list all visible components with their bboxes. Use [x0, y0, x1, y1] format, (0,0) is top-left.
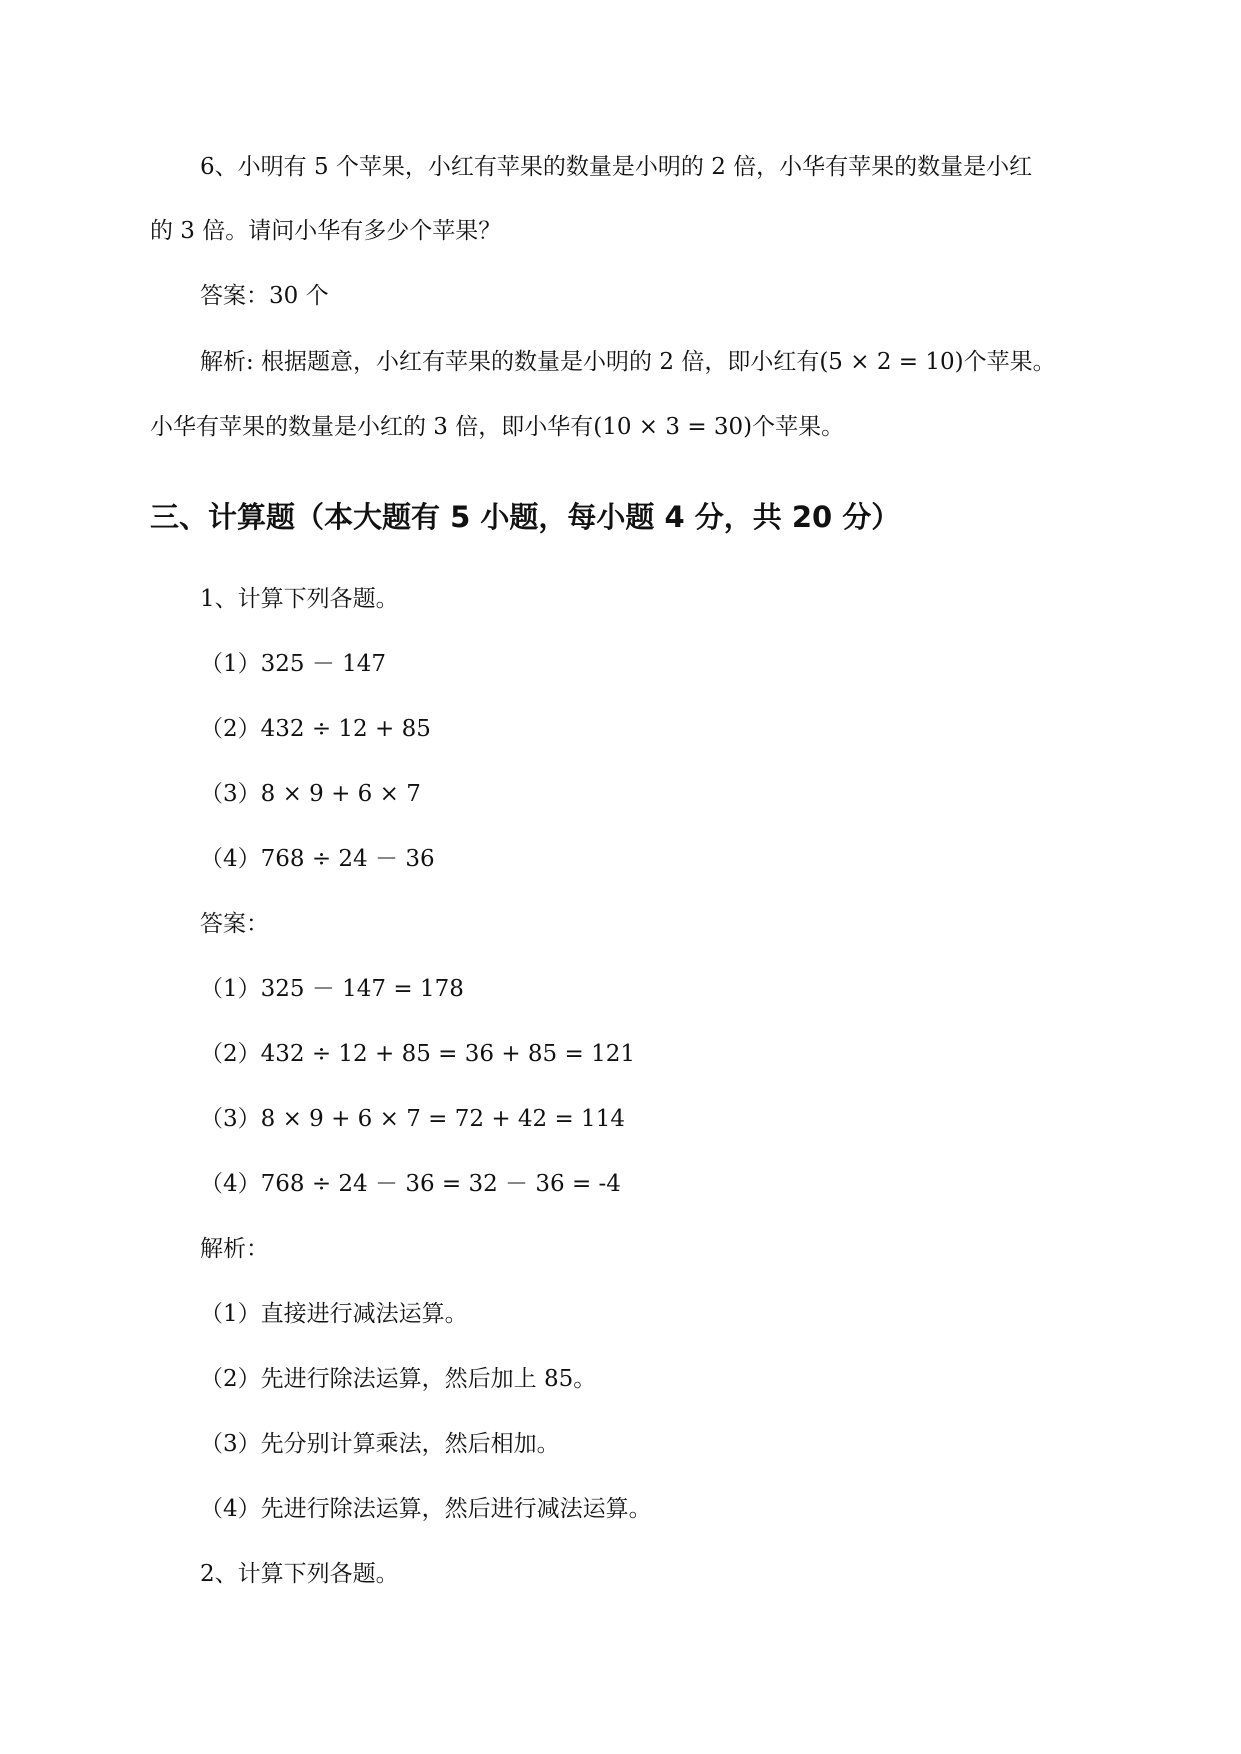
- question-1-item-1: （1）325 － 147: [200, 651, 387, 677]
- question-1-answer-1: （1）325 － 147 = 178: [200, 976, 464, 1002]
- section-3-heading: 三、计算题（本大题有 5 小题，每小题 4 分，共 20 分）: [150, 500, 901, 534]
- question-1-item-3: （3）8 × 9 + 6 × 7: [200, 781, 421, 807]
- question-1-analysis-1: （1）直接进行减法运算。: [200, 1301, 468, 1327]
- question-1-answer-2: （2）432 ÷ 12 + 85 = 36 + 85 = 121: [200, 1041, 635, 1067]
- question-1-answer-label: 答案：: [200, 911, 269, 937]
- question-1-analysis-2: （2）先进行除法运算，然后加上 85。: [200, 1366, 597, 1392]
- question-6-line-1: 6、小明有 5 个苹果，小红有苹果的数量是小明的 2 倍，小华有苹果的数量是小红: [200, 154, 1033, 180]
- question-1-answer-4: （4）768 ÷ 24 － 36 = 32 － 36 = -4: [200, 1171, 621, 1197]
- question-1-analysis-label: 解析：: [200, 1236, 269, 1262]
- question-1-prompt: 1、计算下列各题。: [200, 586, 399, 612]
- question-1-analysis-3: （3）先分别计算乘法，然后相加。: [200, 1431, 560, 1457]
- question-1-analysis-4: （4）先进行除法运算，然后进行减法运算。: [200, 1496, 652, 1522]
- question-1-answer-3: （3）8 × 9 + 6 × 7 = 72 + 42 = 114: [200, 1106, 625, 1132]
- question-6-analysis-line-1: 解析: 根据题意，小红有苹果的数量是小明的 2 倍，即小红有(5 × 2 = 10)个苹果。: [200, 349, 1056, 375]
- question-1-item-2: （2）432 ÷ 12 + 85: [200, 716, 431, 742]
- question-6-analysis-line-2: 小华有苹果的数量是小红的 3 倍，即小华有(10 × 3 = 30)个苹果。: [150, 414, 845, 440]
- question-6-answer: 答案：30 个: [200, 283, 329, 309]
- question-1-item-4: （4）768 ÷ 24 － 36: [200, 846, 435, 872]
- question-2-prompt: 2、计算下列各题。: [200, 1561, 399, 1587]
- question-6-line-2: 的 3 倍。请问小华有多少个苹果？: [150, 218, 502, 244]
